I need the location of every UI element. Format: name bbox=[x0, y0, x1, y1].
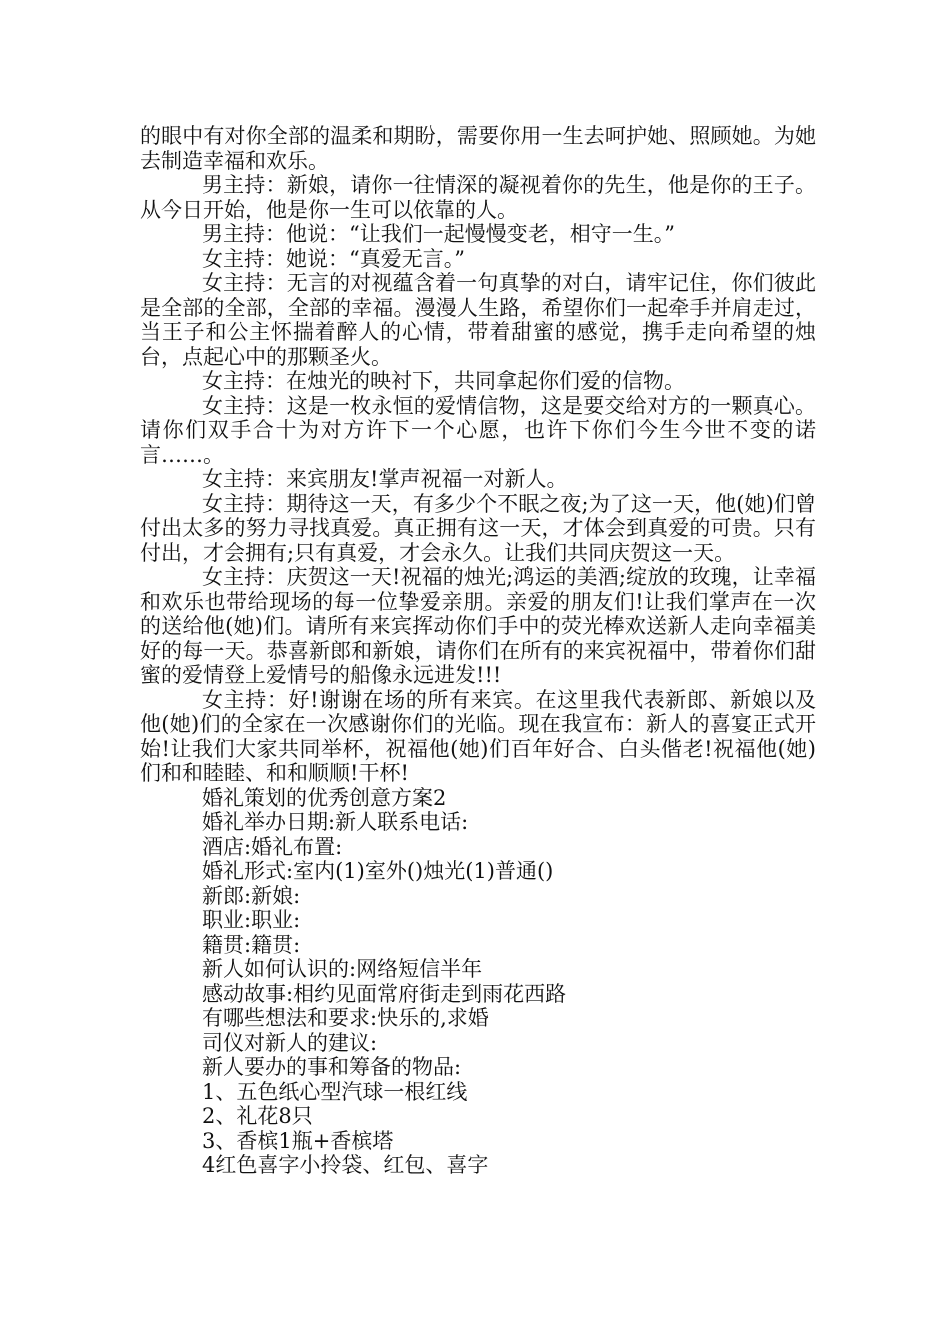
paragraph: 的眼中有对你全部的温柔和期盼，需要你用一生去呵护她、照顾她。为她去制造幸福和欢乐。 bbox=[140, 124, 816, 173]
paragraph: 女主持：在烛光的映衬下，共同拿起你们爱的信物。 bbox=[202, 369, 685, 393]
section-heading: 婚礼策划的优秀创意方案2 bbox=[202, 785, 447, 810]
paragraph: 女主持：来宾朋友!掌声祝福一对新人。 bbox=[202, 467, 568, 491]
paragraph: 女主持：无言的对视蕴含着一句真挚的对白，请牢记住，你们彼此是全部的全部，全部的幸福。漫漫人生路，希望你们一起牵手并肩走过，当王子和公主怀揣着醉人的心情，带着甜蜜的感觉，携手走向希望的烛台，点起心中的那颗圣火。 bbox=[140, 271, 816, 369]
form-line: 婚礼举办日期:新人联系电话: bbox=[202, 810, 469, 834]
paragraph: 女主持：好!谢谢在场的所有来宾。在这里我代表新郎、新娘以及他(她)们的全家在一次感谢你们的光临。现在我宣布：新人的喜宴正式开始!让我们大家共同举杯，祝福他(她)们百年好合、白头偕老!祝福他(她)们和和睦睦、和和顺顺!干杯! bbox=[140, 687, 816, 785]
list-item: 2、礼花8只 bbox=[202, 1104, 313, 1128]
form-line: 职业:职业: bbox=[202, 908, 301, 932]
list-item: 4红色喜字小拎袋、红包、喜字 bbox=[202, 1153, 489, 1177]
form-line: 新人要办的事和筹备的物品: bbox=[202, 1055, 462, 1079]
form-line: 新人如何认识的:网络短信半年 bbox=[202, 957, 483, 981]
paragraph: 女主持：庆贺这一天!祝福的烛光;鸿运的美酒;绽放的玫瑰，让幸福和欢乐也带给现场的每一位挚爱亲朋。亲爱的朋友们!让我们掌声在一次的送给他(她)们。请所有来宾挥动你们手中的荧光棒欢送新人走向幸福美好的每一天。恭喜新郎和新娘，请你们在所有的来宾祝福中，带着你们甜蜜的爱情登上爱情号的船像永远进发!!! bbox=[140, 565, 816, 687]
list-item: 1、五色纸心型汽球一根红线 bbox=[202, 1079, 468, 1104]
form-line: 有哪些想法和要求:快乐的,求婚 bbox=[202, 1006, 489, 1030]
form-line: 婚礼形式:室内(1)室外()烛光(1)普通() bbox=[202, 859, 554, 883]
list-item: 3、香槟1瓶+香槟塔 bbox=[202, 1128, 394, 1153]
form-line: 籍贯:籍贯: bbox=[202, 932, 301, 957]
form-line: 感动故事:相约见面常府街走到雨花西路 bbox=[202, 981, 567, 1006]
paragraph: 男主持：他说：“让我们一起慢慢变老，相守一生。” bbox=[202, 222, 675, 246]
paragraph: 女主持：她说：“真爱无言。” bbox=[202, 246, 465, 271]
paragraph: 男主持：新娘，请你一往情深的凝视着你的先生，他是你的王子。从今日开始，他是你一生可以依靠的人。 bbox=[140, 173, 816, 222]
document-body bbox=[140, 124, 816, 1178]
form-line: 司仪对新人的建议: bbox=[202, 1030, 378, 1055]
paragraph: 女主持：期待这一天，有多少个不眠之夜;为了这一天，他(她)们曾付出太多的努力寻找真爱。真正拥有这一天，才体会到真爱的可贵。只有付出，才会拥有;只有真爱，才会永久。让我们共同庆贺这一天。 bbox=[140, 491, 816, 565]
paragraph: 女主持：这是一枚永恒的爱情信物，这是要交给对方的一颗真心。请你们双手合十为对方许下一个心愿，也许下你们今生今世不变的诺言……。 bbox=[140, 393, 816, 467]
form-line: 酒店:婚礼布置: bbox=[202, 834, 343, 859]
form-line: 新郎:新娘: bbox=[202, 883, 301, 908]
